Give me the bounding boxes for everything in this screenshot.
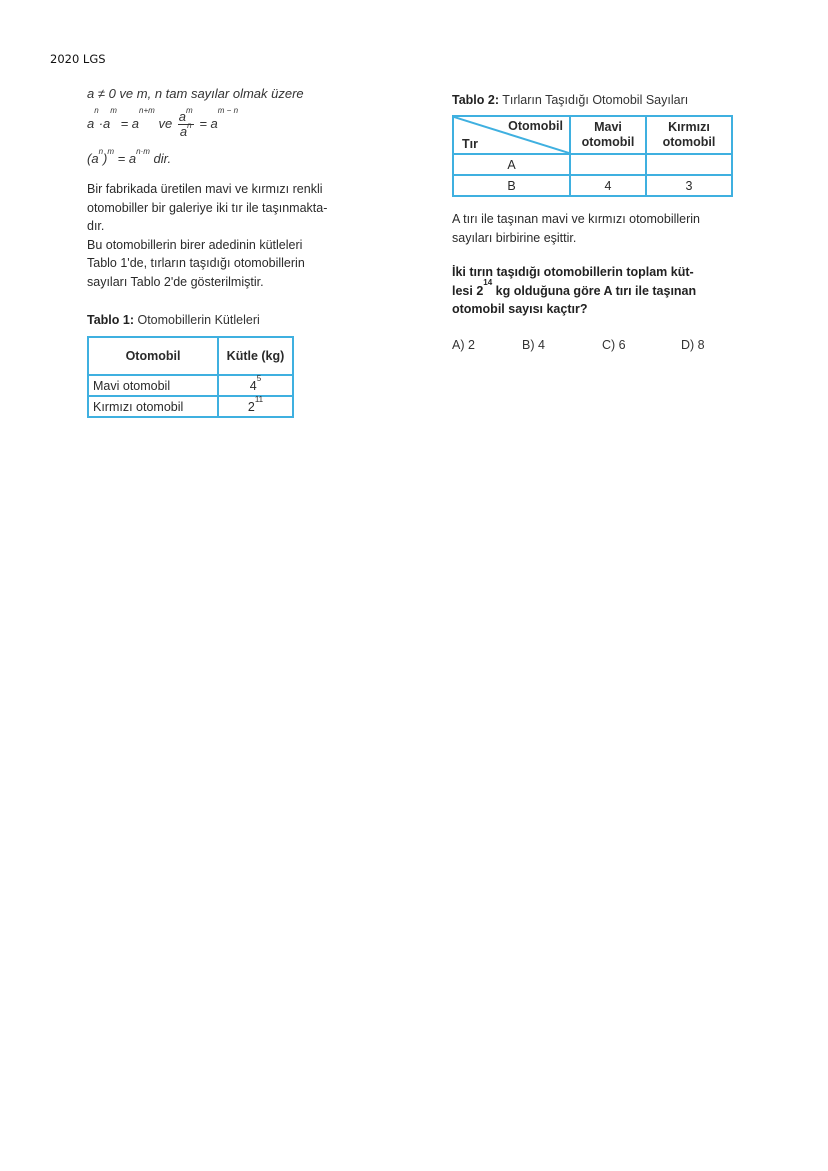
rule-condition: a ≠ 0 ve m, n tam sayılar olmak üzere [87, 86, 304, 101]
answer-b[interactable]: B) 4 [522, 338, 545, 352]
answer-c[interactable]: C) 6 [602, 338, 626, 352]
intro-paragraph: Bir fabrikada üretilen mavi ve kırmızı renkli otomobiller bir galeriye iki tır ile taşınmakta- dır. Bu otomobillerin birer adedinin kütleleri Tablo 1'de, tırların taşıdığı otomobillerin sayıları Tablo 2'de gösterilmiştir. [87, 182, 328, 289]
table-row [88, 396, 293, 417]
rule-power: $(a^n)^m = a^{n\cdot m}$ dir. [87, 147, 172, 166]
corner-label-truck: Tır [462, 137, 478, 151]
question-text: İki tırın taşıdığı otomobillerin toplam küt- lesi $2^{14}$ kg olduğuna göre A tırı ile taşınan otomobil sayısı kaçtır? [452, 265, 697, 316]
table1-header-mass: Kütle (kg) [218, 337, 293, 375]
table-row [453, 175, 732, 196]
table1-caption: Tablo 1: Otomobillerin Kütleleri [87, 313, 260, 327]
table-cell: 4 [570, 175, 646, 196]
rule-product-quotient: $a^n\cdot a^m = a^{n+m}$ ve $\frac{a^m}{a^n}$ = $a^{m - n}$ [87, 106, 239, 139]
table-cell [570, 154, 646, 175]
table2-corner-cell [453, 116, 570, 154]
table2-caption: Tablo 2: Tırların Taşıdığı Otomobil Sayıları [452, 93, 689, 107]
table-cell: $4^5$ [218, 375, 293, 396]
table2-header-blue: Mavi otomobil [570, 116, 646, 154]
table-cell: A [453, 154, 570, 175]
fraction: $\frac{a^m}{a^n}$ [178, 106, 193, 139]
table-cell: Kırmızı otomobil [88, 396, 218, 417]
table2-counts [452, 115, 733, 197]
table-row [453, 154, 732, 175]
table-cell: $2^{11}$ [218, 396, 293, 417]
page-header: 2020 LGS [50, 52, 106, 66]
table-cell: Mavi otomobil [88, 375, 218, 396]
table2-header-red: Kırmızı otomobil [646, 116, 732, 154]
table-cell [646, 154, 732, 175]
answer-a[interactable]: A) 2 [452, 338, 475, 352]
table1-header-car: Otomobil [88, 337, 218, 375]
corner-label-car: Otomobil [508, 119, 563, 133]
statement-paragraph: A tırı ile taşınan mavi ve kırmızı otomobillerin sayıları birbirine eşittir. [452, 212, 701, 245]
table-cell: 3 [646, 175, 732, 196]
table1-masses [87, 336, 294, 418]
table-row [88, 375, 293, 396]
table-cell: B [453, 175, 570, 196]
answer-d[interactable]: D) 8 [681, 338, 705, 352]
